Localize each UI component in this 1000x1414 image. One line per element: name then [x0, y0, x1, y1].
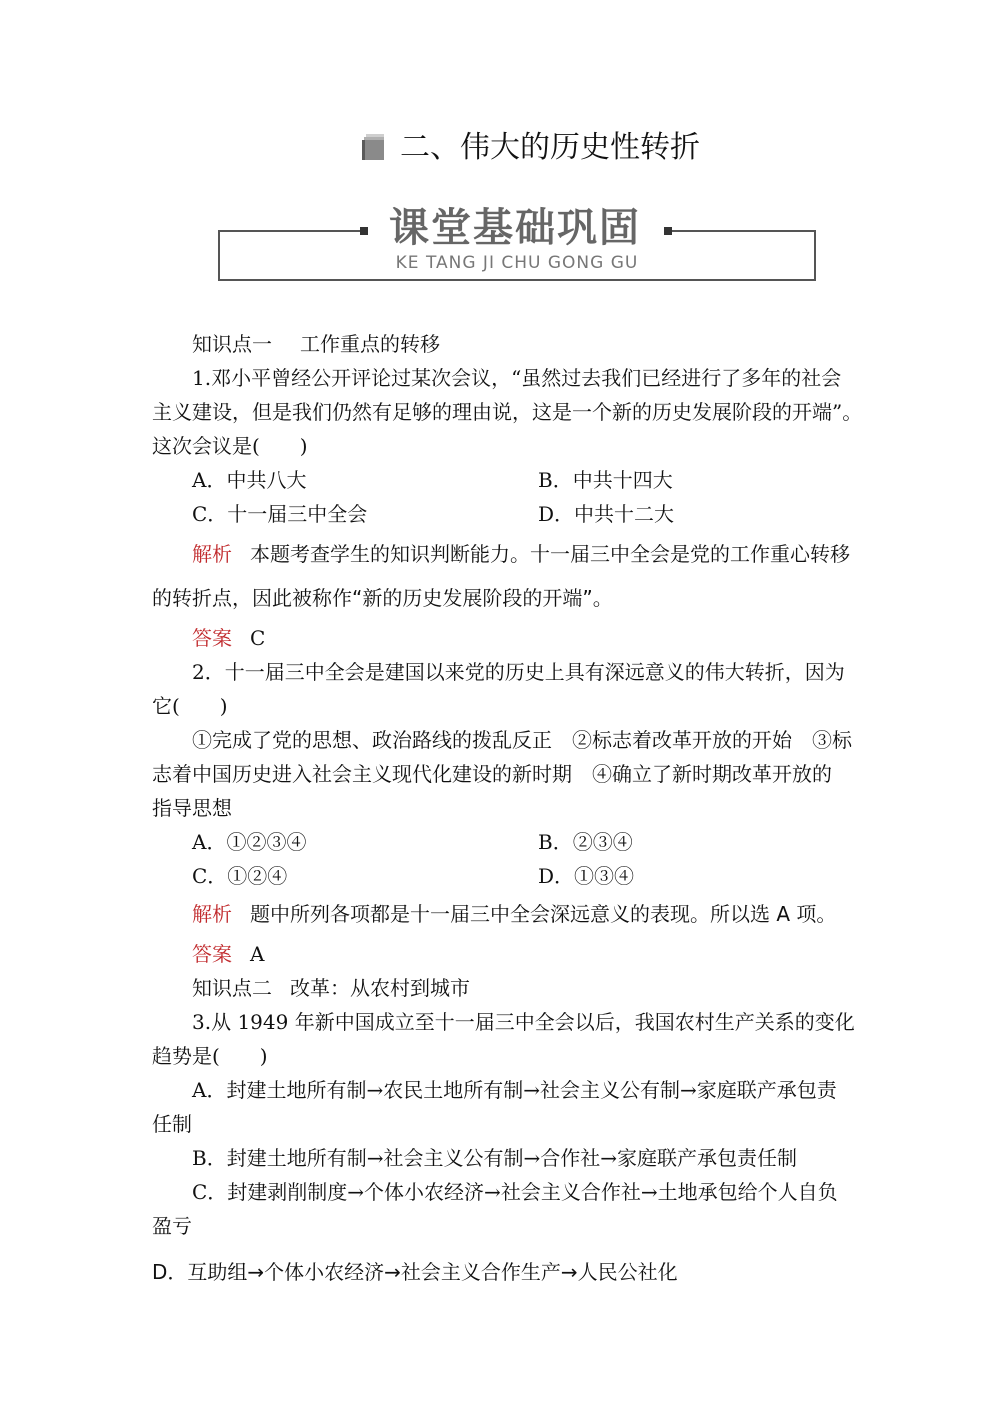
question-1-option-b: B．中共十四大	[538, 468, 673, 492]
question-3-line-1: 3.从 1949 年新中国成立至十一届三中全会以后，我国农村生产关系的变化	[192, 1010, 855, 1034]
question-1-option-a: A．中共八大	[192, 468, 307, 492]
question-1-analysis	[192, 540, 850, 568]
banner-square-right	[664, 227, 672, 235]
answer-value: C	[250, 626, 266, 650]
question-2-line-1: 2．十一届三中全会是建国以来党的历史上具有深远意义的伟大转折，因为	[192, 660, 845, 684]
section-heading-1	[192, 330, 440, 358]
question-2-line-2: 它( )	[152, 694, 228, 718]
banner-title: 课堂基础巩固	[370, 200, 660, 256]
question-1-line-3: 这次会议是( )	[152, 434, 308, 458]
question-3-option-c-line-2: 盈亏	[152, 1214, 192, 1238]
question-2-option-b: B．②③④	[538, 830, 633, 854]
question-3-option-c-line-1: C．封建剥削制度→个体小农经济→社会主义合作社→土地承包给个人自负	[192, 1180, 838, 1204]
banner-rule-left	[218, 230, 368, 232]
answer-label: 答案	[192, 626, 232, 650]
answer-value: A	[250, 942, 265, 966]
analysis-text: 本题考查学生的知识判断能力。十一届三中全会是党的工作重心转移	[250, 542, 850, 566]
question-1-line-1: 1.邓小平曾经公开评论过某次会议，“虽然过去我们已经进行了多年的社会	[192, 366, 842, 390]
page-title: 二、伟大的历史性转折	[400, 130, 700, 165]
question-3-option-b: B．封建土地所有制→社会主义公有制→合作社→家庭联产承包责任制	[192, 1146, 797, 1170]
question-2-option-a: A．①②③④	[192, 830, 307, 854]
banner-rule-right	[664, 230, 816, 232]
question-2-option-c: C．①②④	[192, 864, 288, 888]
analysis-label: 解析	[192, 542, 232, 566]
section-label: 知识点二	[192, 976, 272, 1000]
question-1-option-c: C．十一届三中全会	[192, 502, 368, 526]
section-heading-2	[192, 974, 470, 1002]
question-2-analysis	[192, 900, 836, 928]
question-2-line-5: 指导思想	[152, 796, 232, 820]
section-label: 知识点一	[192, 332, 272, 356]
question-1-analysis-line-2: 的转折点，因此被称作“新的历史发展阶段的开端”。	[152, 586, 613, 610]
banner-square-left	[360, 227, 368, 235]
analysis-label: 解析	[192, 902, 232, 926]
question-3-option-d: D．互助组→个体小农经济→社会主义合作生产→人民公社化	[152, 1260, 678, 1284]
question-1-option-d: D．中共十二大	[538, 502, 675, 526]
question-2-option-d: D．①③④	[538, 864, 635, 888]
book-icon	[358, 132, 388, 162]
question-1-answer	[192, 624, 265, 652]
question-2-line-4: 志着中国历史进入社会主义现代化建设的新时期 ④确立了新时期改革开放的	[152, 762, 832, 786]
question-3-line-2: 趋势是( )	[152, 1044, 268, 1068]
question-3-option-a-line-1: A．封建土地所有制→农民土地所有制→社会主义公有制→家庭联产承包责	[192, 1078, 837, 1102]
question-3-option-a-line-2: 任制	[152, 1112, 192, 1136]
banner-subtitle: KE TANG JI CHU GONG GU	[395, 253, 639, 273]
question-2-line-3: ①完成了党的思想、政治路线的拨乱反正 ②标志着改革开放的开始 ③标	[192, 728, 852, 752]
answer-label: 答案	[192, 942, 232, 966]
question-1-line-2: 主义建设，但是我们仍然有足够的理由说，这是一个新的历史发展阶段的开端”。	[152, 400, 863, 424]
analysis-text: 题中所列各项都是十一届三中全会深远意义的表现。所以选 A 项。	[250, 902, 837, 926]
section-title: 工作重点的转移	[300, 332, 440, 356]
section-title: 改革：从农村到城市	[290, 976, 470, 1000]
question-2-answer	[192, 940, 264, 968]
